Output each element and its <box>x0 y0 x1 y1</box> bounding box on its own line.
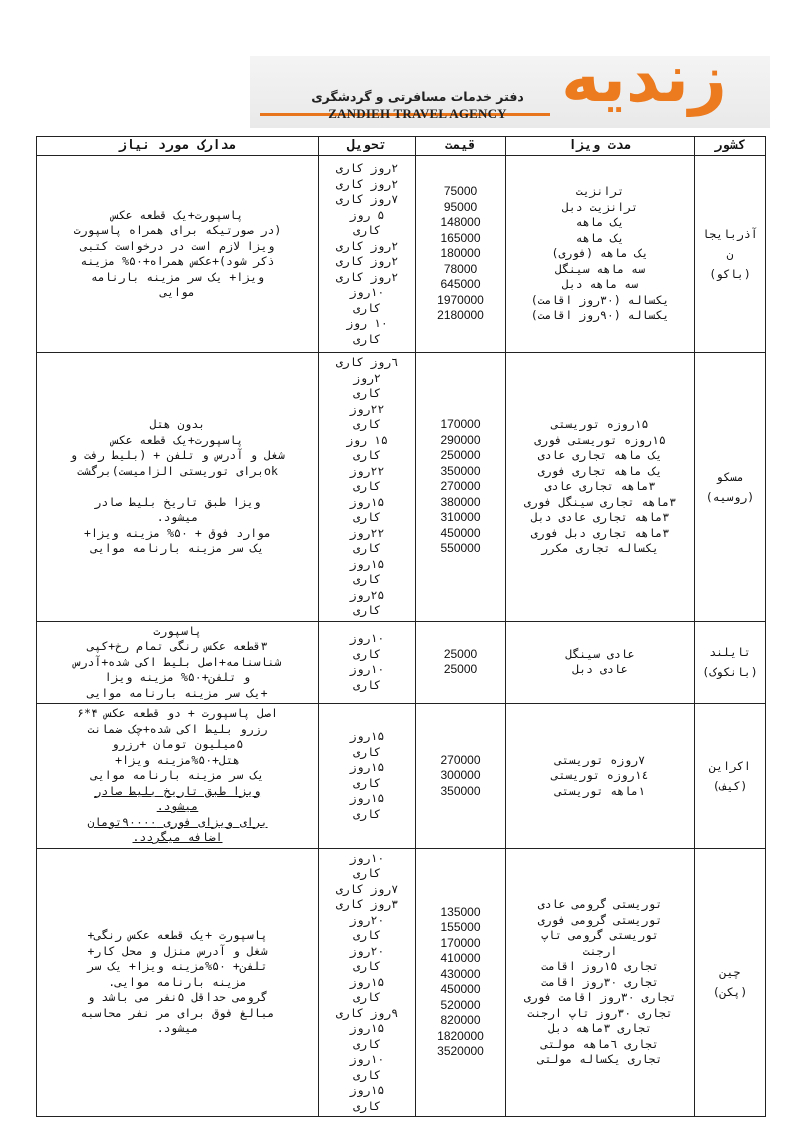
delivery-cell-line: ۱۵روز <box>349 1021 385 1035</box>
documents-cell-line: یک سر مزینه بارنامه موایی <box>90 768 265 782</box>
documents-cell-line: هتل+۵۰%مزینه ویزا+ <box>115 752 240 767</box>
duration-cell-line: یک ماهه تجاری عادی <box>537 448 663 462</box>
delivery-cell-line: کاری <box>353 603 381 617</box>
country-cell-line: تایلند <box>709 645 751 660</box>
documents-cell-line: ۳قطعه عکس رنگی تمام رخ+کپی <box>87 639 268 653</box>
country-cell-line: مسکو <box>716 469 744 484</box>
price-cell-line: 350000 <box>440 463 481 478</box>
delivery-cell-line: کاری <box>353 959 381 973</box>
table-row-russia <box>37 353 766 622</box>
documents-cell-line: یک سر مزینه بارنامه موایی <box>90 541 265 555</box>
documents-cell-line: بدون هتل <box>149 417 206 431</box>
agency-name-fa: دفتر خدمات مسافرتی و گردشگری <box>311 89 524 104</box>
table-row-china <box>37 848 766 1117</box>
duration-cell-line: توریستی گرومی تاپ <box>541 928 659 942</box>
delivery-cell-line: ۱۵روز <box>349 974 385 989</box>
documents-cell-line: مبالغ فوق برای مر نفر محاسبه <box>80 1005 275 1020</box>
price-cell-line: 78000 <box>443 261 478 276</box>
price-cell-line: 550000 <box>440 541 481 555</box>
delivery-cell-line: ۱۵روز <box>349 1083 385 1097</box>
delivery-cell-line: ۱۵روز <box>349 791 385 806</box>
documents-cell-line: شناسنامه+اصل بلیط اکی شده+آدرس <box>73 654 282 669</box>
duration-cell-line: ۳ماهه تجاری سینگل فوری <box>523 494 677 509</box>
delivery-cell <box>319 848 416 1117</box>
duration-cell-line: یک ماهه (فوری) <box>551 246 649 261</box>
delivery-cell-line: ۱۵ روز <box>346 432 388 447</box>
duration-cell-line: ارجنت <box>582 943 618 958</box>
delivery-cell-line: ۷روز کاری <box>335 192 399 206</box>
country-cell-line: چین <box>719 965 741 980</box>
price-cell-line: 2180000 <box>437 308 484 323</box>
documents-cell <box>37 621 319 704</box>
delivery-cell-line: کاری <box>353 572 381 586</box>
delivery-cell-line: کاری <box>353 417 381 431</box>
duration-cell <box>506 156 695 353</box>
documents-cell-line: okبرای توریستی الزامیست)برگشت <box>77 463 278 478</box>
duration-cell <box>506 704 695 849</box>
price-cell-line: 170000 <box>440 417 481 431</box>
delivery-cell-line: ۱۰روز <box>349 631 385 646</box>
delivery-cell-line: ۱۵روز <box>349 556 385 571</box>
documents-cell <box>37 704 319 849</box>
table-row-ukraine <box>37 704 766 849</box>
delivery-cell-line: کاری <box>353 1098 381 1113</box>
delivery-cell-line: ۲۲روز <box>349 525 385 540</box>
delivery-cell-line: کاری <box>353 1067 381 1082</box>
price-cell-line: 450000 <box>440 982 481 997</box>
duration-cell-line: ۳ماهه تجاری عادی دبل <box>530 510 670 524</box>
duration-cell-line: ۳ماهه تجاری دبل فوری <box>530 525 670 540</box>
price-cell-line: 350000 <box>440 783 481 798</box>
delivery-cell-line: کاری <box>353 744 381 759</box>
documents-cell <box>37 848 319 1117</box>
delivery-cell <box>319 621 416 704</box>
duration-cell-line: یک ماهه تجاری فوری <box>537 463 663 478</box>
price-cell-line: 250000 <box>440 448 481 462</box>
price-cell-line: 180000 <box>440 246 481 261</box>
duration-cell-line: یکساله (۳۰روز اقامت) <box>530 292 670 307</box>
price-cell-line: 380000 <box>440 494 481 509</box>
duration-cell-line: یک ماهه <box>575 230 625 245</box>
price-cell-line: 165000 <box>440 230 481 245</box>
duration-cell-line: سه ماهه دبل <box>561 277 639 292</box>
delivery-cell-line: کاری <box>353 775 381 790</box>
price-cell <box>416 621 506 704</box>
duration-cell <box>506 353 695 622</box>
country-cell-line: (باکو) <box>709 267 751 281</box>
price-cell-line: 450000 <box>440 525 481 540</box>
price-cell-line: 645000 <box>440 277 481 292</box>
delivery-cell-line: ۱۵روز <box>349 729 385 744</box>
delivery-cell-line: ۲روز کاری <box>335 254 399 268</box>
duration-cell-line: تجاری یکساله مولتی <box>537 1052 663 1066</box>
documents-cell-line: میشود. <box>156 1021 199 1035</box>
country-cell-line: (بانکوک) <box>702 665 758 680</box>
country-cell <box>695 156 766 353</box>
duration-cell-line: تجاری ٦ماهه مولتی <box>541 1036 659 1051</box>
price-cell-line: 430000 <box>440 966 481 981</box>
price-cell-line: 25000 <box>443 662 478 677</box>
duration-cell-line: تجاری ۳۰روز تاپ ارجنت <box>527 1005 673 1020</box>
delivery-cell-line: ۵ روز <box>349 207 385 222</box>
delivery-cell-line: کاری <box>353 479 381 493</box>
delivery-cell-line: ۳روز کاری <box>335 897 399 911</box>
duration-cell-line: ترانزیت <box>575 184 625 199</box>
price-cell-line: 75000 <box>443 184 478 199</box>
price-cell-line: 170000 <box>440 935 481 950</box>
duration-cell-line: ۱٤روزه توریستی <box>551 768 649 782</box>
documents-cell-line: (در صورتیکه برای همراه پاسپورت <box>73 223 282 237</box>
delivery-cell-line: ۷روز کاری <box>335 881 399 896</box>
header-country: کشور <box>695 137 766 156</box>
documents-cell <box>37 156 319 353</box>
duration-cell-line: یکساله (۹۰روز اقامت) <box>530 308 670 323</box>
country-cell-line: ن <box>726 247 734 261</box>
delivery-cell-line: ۱۵روز <box>349 760 385 775</box>
delivery-cell-line: ۲روز کاری <box>335 161 399 175</box>
country-cell <box>695 704 766 849</box>
delivery-cell-line: ۲۰روز <box>349 943 385 958</box>
price-cell-line: 1820000 <box>437 1028 484 1043</box>
delivery-cell-line: کاری <box>353 646 381 661</box>
documents-cell-line: +یک سر مزینه بارنامه موایی <box>87 685 268 700</box>
delivery-cell-line: ۲روز کاری <box>335 238 399 253</box>
delivery-cell-line: کاری <box>353 448 381 462</box>
table-row-azerbaijan <box>37 156 766 353</box>
delivery-cell-line: کاری <box>353 806 381 821</box>
country-cell-line: (روسیه) <box>705 489 755 504</box>
delivery-cell-line: ۲روز کاری <box>335 269 399 284</box>
documents-cell-line: اضافه میگردد. <box>132 830 223 844</box>
duration-cell-line: ۱۵روزه توریستی <box>551 417 649 431</box>
duration-cell-line: سه ماهه سینگل <box>554 261 645 276</box>
documents-cell-line: و تلفن+۵۰% مزینه ویزا <box>104 670 251 684</box>
country-cell-line: (کیف) <box>712 778 748 793</box>
documents-cell-line: پاسپورت <box>153 623 202 638</box>
duration-cell <box>506 848 695 1117</box>
price-cell-line: 25000 <box>443 646 478 661</box>
duration-cell-line: ترانزیت دبل <box>561 199 639 214</box>
documents-cell-line: میشود. <box>156 510 199 524</box>
price-cell-line: 310000 <box>440 510 481 524</box>
duration-cell-line: توریستی گرومی عادی <box>537 897 663 911</box>
delivery-cell <box>319 156 416 353</box>
documents-cell-line: پاسپورت+یک قطعه عکس <box>111 207 244 222</box>
header-delivery: تحویل <box>319 137 416 156</box>
price-cell-line: 520000 <box>440 997 481 1012</box>
price-cell-line: 820000 <box>440 1013 481 1028</box>
duration-cell-line: یکساله تجاری مکرر <box>541 541 659 555</box>
delivery-cell-line: ۱۰روز <box>349 285 385 299</box>
price-cell-line: 135000 <box>440 904 481 919</box>
delivery-cell-line: ۲روز کاری <box>335 176 399 191</box>
price-cell-line: 270000 <box>440 752 481 767</box>
duration-cell-line: یک ماهه <box>575 215 625 230</box>
delivery-cell <box>319 353 416 622</box>
price-cell-line: 410000 <box>440 951 481 966</box>
duration-cell-line: تجاری ۳۰روز اقامت <box>541 974 659 989</box>
header-duration: مدت ویزا <box>506 137 695 156</box>
delivery-cell-line: کاری <box>353 300 381 315</box>
documents-cell <box>37 353 319 622</box>
documents-cell-line: شغل و آدرس منزل و محل کار+ <box>87 943 268 958</box>
documents-cell-line: ویزا طبق تاریخ بلیط صادر <box>94 494 261 509</box>
header-price: قیمت <box>416 137 506 156</box>
duration-cell <box>506 621 695 704</box>
header-documents: مدارک مورد نیاز <box>37 137 319 156</box>
documents-cell-line: ۵میلیون تومان +رزرو <box>111 737 244 751</box>
duration-cell-line: توریستی گرومی فوری <box>537 912 663 927</box>
documents-cell-line <box>41 479 314 495</box>
delivery-cell-line: کاری <box>353 677 381 692</box>
price-cell <box>416 704 506 849</box>
documents-cell-line: ویزا لازم است در درخواست کتبی <box>80 238 275 253</box>
delivery-cell-line: کاری <box>353 541 381 555</box>
documents-cell-line: میشود. <box>156 799 199 813</box>
documents-cell-line: پاسپورت+یک قطعه عکس <box>111 432 244 447</box>
country-cell-line: آذربایجا <box>702 227 758 241</box>
duration-cell-line: ۷روزه توریستی <box>554 752 646 767</box>
price-cell <box>416 353 506 622</box>
delivery-cell-line: کاری <box>353 1036 381 1051</box>
documents-cell-line: موارد فوق + ۵۰% مزینه ویزا+ <box>84 525 271 540</box>
visa-price-table <box>36 136 766 1117</box>
documents-cell-line: اصل پاسپورت + دو قطعه عکس ۴*۶ <box>77 706 278 720</box>
country-cell <box>695 353 766 622</box>
price-cell-line: 290000 <box>440 432 481 447</box>
delivery-cell-line: کاری <box>353 331 381 346</box>
delivery-cell-line: ۱۰روز <box>349 662 385 677</box>
documents-cell-line: گرومی حداقل ۵نفر می باشد و <box>87 990 268 1004</box>
delivery-cell-line: ۲۲روز <box>349 401 385 416</box>
documents-cell-line: برای ویزای فوری ۹۰۰۰۰تومان <box>87 814 268 829</box>
delivery-cell-line: کاری <box>353 928 381 942</box>
duration-cell-line: ۱۵روزه توریستی فوری <box>534 432 666 447</box>
delivery-cell-line: ۹روز کاری <box>335 1005 399 1020</box>
delivery-cell-line: کاری <box>353 386 381 400</box>
documents-cell-line: ویزا طبق تاریخ بلیط صادر <box>94 783 261 798</box>
duration-cell-line: تجاری ۱۵روز اقامت <box>541 959 659 973</box>
price-cell-line: 155000 <box>440 920 481 935</box>
delivery-cell <box>319 704 416 849</box>
country-cell <box>695 848 766 1117</box>
country-cell-line: (پکن) <box>712 985 748 1000</box>
duration-cell-line: ۱ماهه توریستی <box>554 783 646 798</box>
delivery-cell-line: کاری <box>353 990 381 1004</box>
delivery-cell-line: ۲۰روز <box>349 912 385 927</box>
duration-cell-line: تجاری ۳۰روز اقامت فوری <box>523 990 677 1004</box>
documents-cell-line: تلفن+ ۵۰%مزینه ویزا+ یک سر <box>87 959 268 973</box>
duration-cell-line: ۳ماهه تجاری عادی <box>544 479 656 493</box>
price-cell <box>416 848 506 1117</box>
price-cell-line: 300000 <box>440 768 481 782</box>
delivery-cell-line: ۲روز <box>353 370 381 385</box>
delivery-cell-line: ۱۵روز <box>349 494 385 509</box>
delivery-cell-line: ۱۰ روز <box>346 316 388 330</box>
country-cell-line: اکراین <box>709 758 751 773</box>
delivery-cell-line: کاری <box>353 866 381 880</box>
documents-cell-line: شغل و آدرس و تلفن + (بلیط رفت و <box>70 448 285 462</box>
documents-cell-line: پاسپورت +یک قطعه عکس رنگی+ <box>87 928 268 942</box>
agency-name-en: ZANDIEH TRAVEL AGENCY <box>328 106 507 121</box>
duration-cell-line: عادی سینگل <box>565 646 635 661</box>
agency-logo: زندیه <box>561 40 727 117</box>
documents-cell-line: ذکر شود)+عکس همراه+۵۰% مزینه <box>80 254 275 268</box>
documents-cell-line: موایی <box>160 285 195 299</box>
duration-cell-line: عادی دبل <box>572 662 628 677</box>
price-cell-line: 95000 <box>443 199 478 214</box>
delivery-cell-line: کاری <box>353 223 381 237</box>
delivery-cell-line: ٦روز کاری <box>335 355 399 369</box>
delivery-cell-line: ۲۵روز <box>349 587 385 602</box>
delivery-cell-line: ۲۲روز <box>349 463 385 478</box>
country-cell <box>695 621 766 704</box>
documents-cell-line: رزرو بلیط اکی شده+چک ضمانت <box>87 721 268 736</box>
duration-cell-line: تجاری ۳ماهه دبل <box>548 1021 652 1035</box>
delivery-cell-line: ۱۰روز <box>349 850 385 865</box>
delivery-cell-line: ۱۰روز <box>349 1052 385 1066</box>
price-cell-line: 270000 <box>440 479 481 493</box>
price-cell-line: 148000 <box>440 215 481 230</box>
price-cell <box>416 156 506 353</box>
documents-cell-line: ویزا+ یک سر مزینه بارنامه <box>90 269 265 284</box>
price-cell-line: 3520000 <box>437 1044 484 1059</box>
delivery-cell-line: کاری <box>353 510 381 524</box>
documents-cell-line: مزینه بارنامه موایی. <box>108 974 247 989</box>
price-cell-line: 1970000 <box>437 292 484 307</box>
table-header-row <box>37 137 766 156</box>
table-row-thailand <box>37 621 766 704</box>
